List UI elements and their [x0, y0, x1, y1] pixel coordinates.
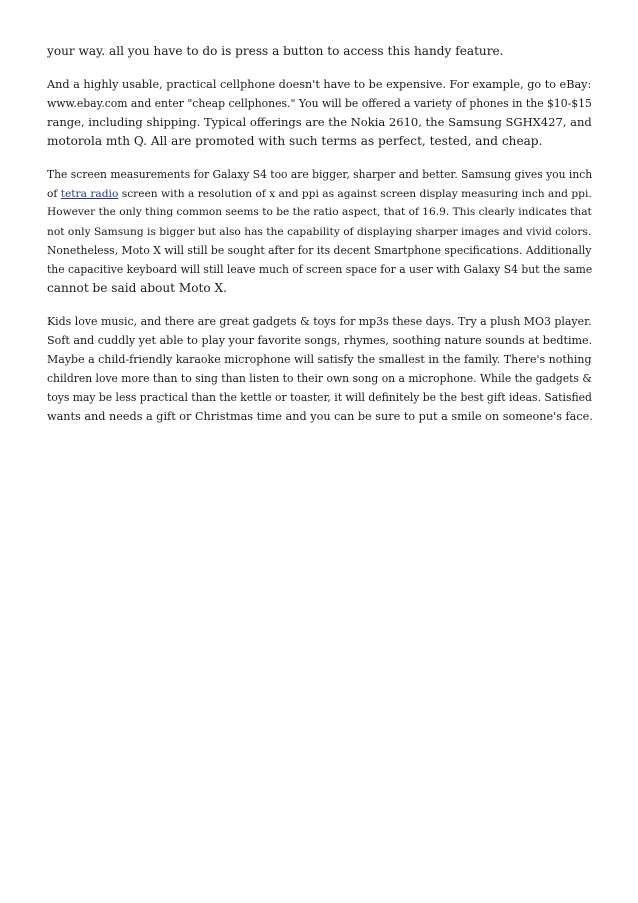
text-line: range, including shipping. Typical offerings are the Nokia 2610, the Samsung SGHX427, and: [47, 115, 592, 129]
text-line: Kids love music, and there are great gadgets & toys for mp3s these days. Try a plush MO3 player.: [47, 315, 592, 328]
paragraph-galaxy-s4: [47, 165, 595, 298]
text-line: And a highly usable, practical cellphone doesn't have to be expensive. For example, go to eBay:: [47, 78, 592, 91]
paragraph-kids-music: [47, 312, 595, 426]
text-line: Maybe a child-friendly karaoke microphone will satisfy the smallest in the family. There's nothing: [47, 353, 592, 366]
text-line: children love more than to sing than listen to their own song on a microphone. While the gadgets &: [47, 372, 592, 385]
text-line: However the only thing common seems to be the ratio aspect, that of 16.9. This clearly indicates that: [47, 206, 592, 218]
text-line: cannot be said about Moto X.: [47, 281, 227, 295]
text-line: wants and needs a gift or Christmas time and you can be sure to put a smile on someone's face.: [47, 410, 593, 423]
text-fragment: screen with a resolution of x and ppi as against screen display measuring inch and ppi.: [118, 187, 592, 200]
text-line-with-link: [47, 184, 595, 203]
text-line: toys may be less practical than the kettle or toaster, it will definitely be the best gift ideas. Satisfied: [47, 391, 592, 404]
paragraph-cheap-cellphones: [47, 75, 595, 151]
text-line: your way. all you have to do is press a button to access this handy feature.: [47, 44, 504, 58]
text-line: not only Samsung is bigger but also has the capability of displaying sharper images and vivid colors.: [47, 225, 592, 238]
text-line: the capacitive keyboard will still leave much of screen space for a user with Galaxy S4 but the same: [47, 263, 593, 276]
text-line: Nonetheless, Moto X will still be sought after for its decent Smartphone specifications. Additionally: [47, 244, 592, 257]
text-line: Soft and cuddly yet able to play your favorite songs, rhymes, soothing nature sounds at bedtime.: [47, 334, 593, 347]
text-line: www.ebay.com and enter "cheap cellphones." You will be offered a variety of phones in the $10-$15: [47, 97, 592, 110]
paragraph-intro: [47, 42, 595, 61]
text-fragment: of: [47, 187, 61, 200]
text-line: The screen measurements for Galaxy S4 too are bigger, sharper and better. Samsung gives you inch: [47, 168, 593, 181]
document-page: [47, 42, 595, 440]
text-line: motorola mth Q. All are promoted with such terms as perfect, tested, and cheap.: [47, 134, 543, 148]
tetra-radio-link[interactable]: tetra radio: [60, 187, 119, 200]
